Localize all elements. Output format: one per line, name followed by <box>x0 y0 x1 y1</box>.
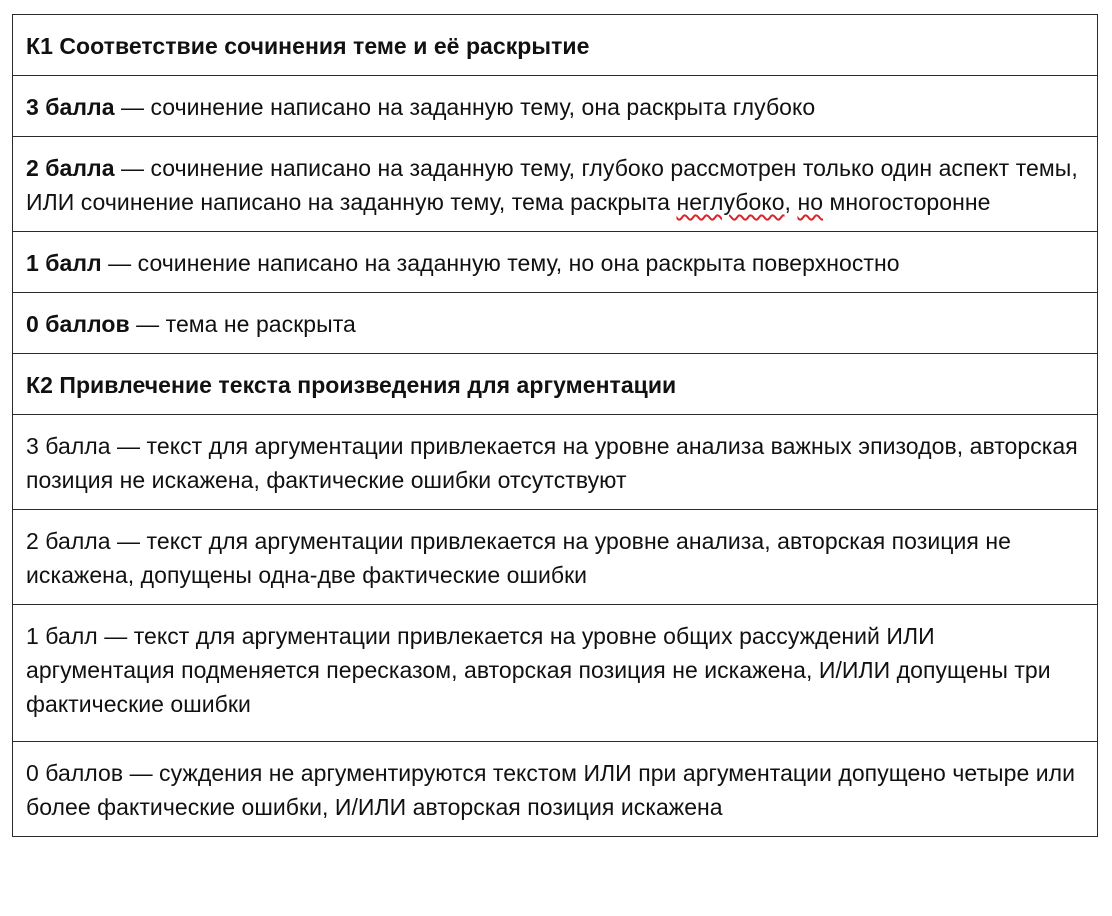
spellcheck-flagged-word: но <box>797 189 824 215</box>
score-label: 1 балл <box>26 250 102 276</box>
score-level-cell <box>13 76 1098 137</box>
score-level-cell <box>13 137 1098 232</box>
table-row <box>13 510 1098 605</box>
score-level-cell: 2 балла — текст для аргументации привлекается на уровне анализа, авторская позиция не искажена, допущены одна-две фактические ошибки <box>13 510 1098 605</box>
score-level-cell <box>13 293 1098 354</box>
table-row <box>13 354 1098 415</box>
spellcheck-flagged-word: неглубоко <box>676 189 785 215</box>
score-label: 0 баллов <box>26 311 130 337</box>
table-row <box>13 293 1098 354</box>
score-level-cell: 1 балл — текст для аргументации привлекается на уровне общих рассуждений ИЛИ аргументация подменяется пересказом, авторская позиция не искажена, И/ИЛИ допущены три фактические ошибки <box>13 605 1098 742</box>
score-label: 3 балла <box>26 94 115 120</box>
score-description: многосторонне <box>823 189 991 215</box>
table-row <box>13 137 1098 232</box>
score-description: — сочинение написано на заданную тему, но она раскрыта поверхностно <box>101 250 900 276</box>
score-level-cell <box>13 232 1098 293</box>
criterion-k2-heading: К2 Привлечение текста произведения для аргументации <box>13 354 1098 415</box>
score-description: , <box>784 189 798 215</box>
table-row <box>13 605 1098 742</box>
table-row <box>13 76 1098 137</box>
score-description: — тема не раскрыта <box>129 311 356 337</box>
criteria-table <box>12 14 1098 837</box>
score-description: — сочинение написано на заданную тему, она раскрыта глубоко <box>114 94 816 120</box>
table-row <box>13 232 1098 293</box>
table-row <box>13 742 1098 837</box>
score-description: — сочинение написано на заданную тему, глубоко рассмотрен только один аспект темы, ИЛИ сочинение написано на заданную тему, тема раскрыта <box>26 155 1078 215</box>
score-level-cell: 3 балла — текст для аргументации привлекается на уровне анализа важных эпизодов, авторская позиция не искажена, фактические ошибки отсутствуют <box>13 415 1098 510</box>
criterion-k1-heading: К1 Соответствие сочинения теме и её раскрытие <box>13 15 1098 76</box>
table-row <box>13 415 1098 510</box>
score-label: 2 балла <box>26 155 115 181</box>
score-level-cell: 0 баллов — суждения не аргументируются текстом ИЛИ при аргументации допущено четыре или более фактические ошибки, И/ИЛИ авторская позиция искажена <box>13 742 1098 837</box>
table-row <box>13 15 1098 76</box>
